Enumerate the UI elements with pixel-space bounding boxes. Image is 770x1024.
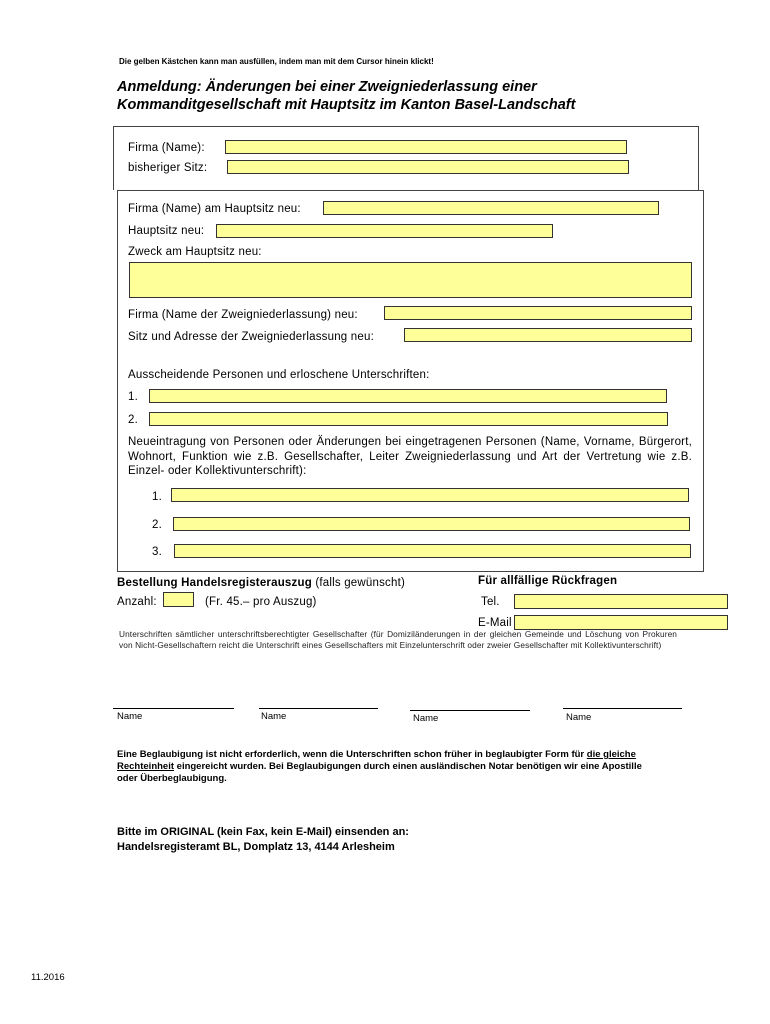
bisheriger-sitz-label: bisheriger Sitz: xyxy=(128,162,208,174)
instruction-hint: Die gelben Kästchen kann man ausfüllen, indem man mit dem Cursor hinein klickt! xyxy=(119,57,434,66)
neueintragung-2-label: 2. xyxy=(152,519,162,531)
firma-neu-field[interactable] xyxy=(323,201,659,215)
bisheriger-sitz-field[interactable] xyxy=(227,160,629,174)
signature-name-2: Name xyxy=(261,711,287,722)
beglaubigung-note xyxy=(117,749,662,785)
firma-field[interactable] xyxy=(225,140,627,154)
anzahl-field[interactable] xyxy=(163,592,194,607)
zn-sitz-label: Sitz und Adresse der Zweigniederlassung neu: xyxy=(128,331,374,343)
title-line-1: Anmeldung: Änderungen bei einer Zweigniederlassung einer xyxy=(117,79,537,95)
hauptsitz-neu-field[interactable] xyxy=(216,224,553,238)
bestellung-title-bold: Bestellung Handelsregisterauszug xyxy=(117,577,312,589)
zweck-field[interactable] xyxy=(129,262,692,298)
neueintragung-1-label: 1. xyxy=(152,491,162,503)
bestellung-title xyxy=(117,577,405,589)
ausscheidende-1-field[interactable] xyxy=(149,389,667,403)
beglaubigung-underlined: die gleiche Rechteinheit xyxy=(117,749,636,772)
current-company-box xyxy=(113,126,699,190)
firma-label: Firma (Name): xyxy=(128,142,205,154)
ausscheidende-2-label: 2. xyxy=(128,414,138,426)
ausscheidende-2-field[interactable] xyxy=(149,412,668,426)
signature-name-3: Name xyxy=(413,713,439,724)
footer-date: 11.2016 xyxy=(31,972,65,983)
signature-line-1 xyxy=(113,708,234,709)
bestellung-title-rest: (falls gewünscht) xyxy=(311,577,406,589)
send-line-2: Handelsregisteramt BL, Domplatz 13, 4144 Arlesheim xyxy=(117,841,395,853)
tel-field[interactable] xyxy=(514,594,728,609)
neueintragung-3-field[interactable] xyxy=(174,544,691,558)
firma-neu-label: Firma (Name) am Hauptsitz neu: xyxy=(128,203,301,215)
signature-name-1: Name xyxy=(117,711,143,722)
send-instructions xyxy=(117,825,409,855)
zn-firma-field[interactable] xyxy=(384,306,692,320)
neueintragung-2-field[interactable] xyxy=(173,517,690,531)
zn-firma-label: Firma (Name der Zweigniederlassung) neu: xyxy=(128,309,358,321)
signature-name-4: Name xyxy=(566,712,592,723)
neueintragung-3-label: 3. xyxy=(152,546,162,558)
page-title xyxy=(117,78,575,114)
zweck-label: Zweck am Hauptsitz neu: xyxy=(128,246,262,258)
send-line-1: Bitte im ORIGINAL (kein Fax, kein E-Mail) einsenden an: xyxy=(117,826,409,838)
signature-line-3 xyxy=(410,710,530,711)
unterschriften-note: Unterschriften sämtlicher unterschriftsberechtigter Gesellschafter (für Domiziländerungen in der gleichen Gemeinde und Löschung von Prokuren von Nicht-Gesellschaftern reicht die Unterschrift eines Gesellschafters mit Einzelunterschrift oder zweier Gesellschafter mit Kollektivunterschrift) xyxy=(119,629,677,650)
rueckfragen-title: Für allfällige Rückfragen xyxy=(478,575,618,587)
zn-sitz-field[interactable] xyxy=(404,328,692,342)
ausscheidende-1-label: 1. xyxy=(128,391,138,403)
beglaubigung-part-2: eingereicht wurden. Bei Beglaubigungen durch einen ausländischen Notar benötigen wir eine Apostille oder Überbeglaubigung. xyxy=(117,761,642,784)
signature-line-2 xyxy=(259,708,378,709)
neueintragung-1-field[interactable] xyxy=(171,488,689,502)
tel-label: Tel. xyxy=(481,596,500,608)
signature-line-4 xyxy=(563,708,682,709)
neueintragung-text: Neueintragung von Personen oder Änderungen bei eingetragenen Personen (Name, Vorname, Bürgerort, Wohnort, Funktion wie z.B. Gesellschafter, Leiter Zweigniederlassung und Art der Vertretung wie z.B. Einzel- oder Kollektivunterschrift): xyxy=(128,436,692,477)
anzahl-label: Anzahl: xyxy=(117,596,157,608)
ausscheidende-label: Ausscheidende Personen und erloschene Unterschriften: xyxy=(128,369,430,381)
hauptsitz-neu-label: Hauptsitz neu: xyxy=(128,225,205,237)
beglaubigung-part-1: Eine Beglaubigung ist nicht erforderlich, wenn die Unterschriften schon früher in beglaubigter Form für xyxy=(117,749,587,760)
email-field[interactable] xyxy=(514,615,728,630)
price-text: (Fr. 45.– pro Auszug) xyxy=(205,596,317,608)
email-label: E-Mail xyxy=(478,617,512,629)
title-line-2: Kommanditgesellschaft mit Hauptsitz im Kanton Basel-Landschaft xyxy=(117,97,576,113)
